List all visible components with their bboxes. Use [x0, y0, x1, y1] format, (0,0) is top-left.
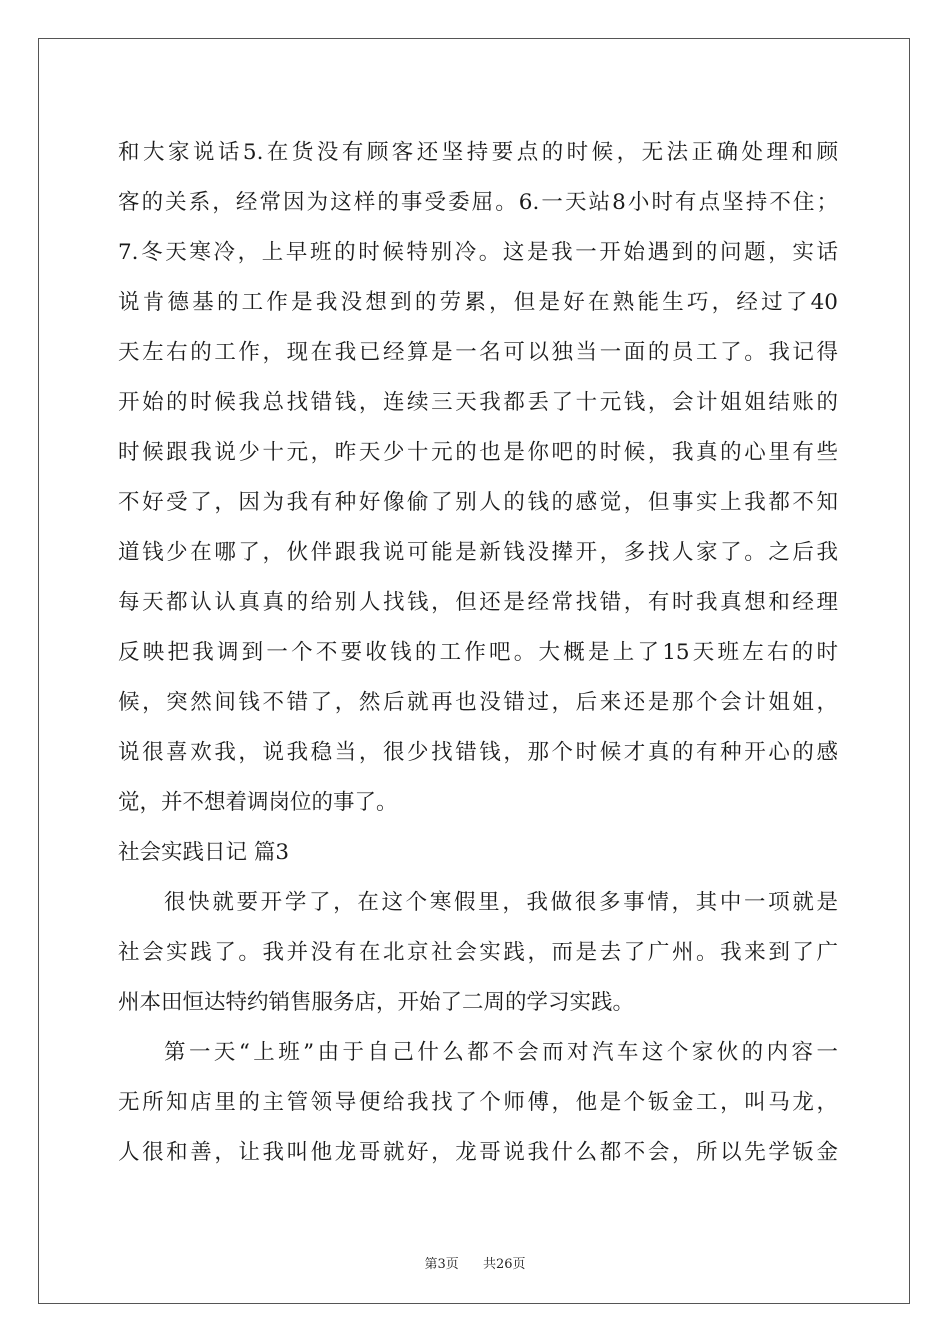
text-line: 无所知店里的主管领导便给我找了个师傅，他是个钣金工，叫马龙， [118, 1090, 838, 1115]
text-line: 时候跟我说少十元，昨天少十元的也是你吧的时候，我真的心里有些 [118, 440, 838, 465]
text-line: 说很喜欢我，说我稳当，很少找错钱，那个时候才真的有种开心的感 [118, 740, 838, 765]
text-line: 每天都认认真真的给别人找钱，但还是经常找错，有时我真想和经理 [118, 590, 838, 615]
text-line: 候，突然间钱不错了，然后就再也没错过，后来还是那个会计姐姐， [118, 690, 838, 715]
text-line: 和大家说话5.在货没有顾客还坚持要点的时候，无法正确处理和顾 [118, 140, 838, 165]
text-line: 天左右的工作，现在我已经算是一名可以独当一面的员工了。我记得 [118, 340, 838, 365]
paragraph-2 [118, 878, 838, 1028]
document-body [118, 128, 838, 1178]
text-line: 客的关系，经常因为这样的事受委屈。6.一天站8小时有点坚持不住； [118, 190, 838, 215]
text-line: 人很和善，让我叫他龙哥就好，龙哥说我什么都不会，所以先学钣金 [118, 1140, 838, 1165]
text-line: 觉，并不想着调岗位的事了。 [118, 790, 398, 815]
text-line: 很快就要开学了，在这个寒假里，我做很多事情，其中一项就是 [164, 890, 838, 915]
text-line: 道钱少在哪了，伙伴跟我说可能是新钱没撵开，多找人家了。之后我 [118, 540, 838, 565]
text-line: 第一天“上班”由于自己什么都不会而对汽车这个家伙的内容一 [164, 1040, 838, 1065]
section-heading: 社会实践日记 篇3 [118, 840, 290, 865]
page-footer [0, 1253, 950, 1272]
text-line: 社会实践了。我并没有在北京社会实践，而是去了广州。我来到了广 [118, 940, 838, 965]
text-line: 不好受了，因为我有种好像偷了别人的钱的感觉，但事实上我都不知 [118, 490, 838, 515]
text-line: 开始的时候我总找错钱，连续三天我都丢了十元钱，会计姐姐结账的 [118, 390, 838, 415]
page-total: 共26页 [483, 1257, 526, 1272]
text-line: 州本田恒达特约销售服务店，开始了二周的学习实践。 [118, 990, 635, 1015]
text-line: 7.冬天寒冷，上早班的时候特别冷。这是我一开始遇到的问题，实话 [118, 240, 838, 265]
paragraph-3 [118, 1028, 838, 1178]
paragraph-1 [118, 128, 838, 828]
text-line: 说肯德基的工作是我没想到的劳累，但是好在熟能生巧，经过了40 [118, 290, 838, 315]
page-number: 第3页 [424, 1257, 459, 1272]
text-line: 反映把我调到一个不要收钱的工作吧。大概是上了15天班左右的时 [118, 640, 838, 665]
